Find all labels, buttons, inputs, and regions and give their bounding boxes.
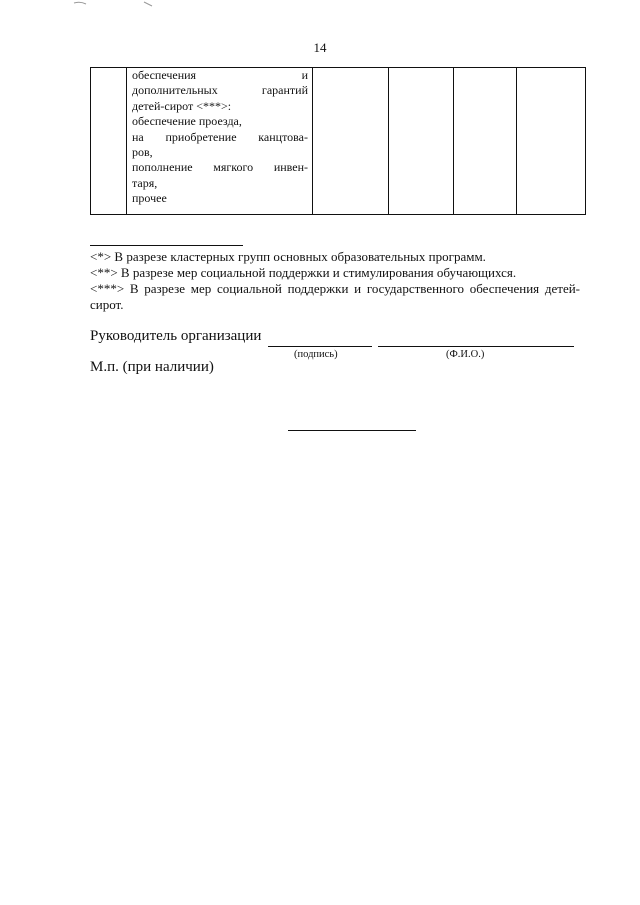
end-of-document-rule [288,430,416,431]
head-of-organization-label: Руководитель организации [90,328,262,344]
item-line: на приобретение канцтова- [132,129,308,144]
table-continuation [90,67,586,215]
table-cell-item-name [127,68,313,215]
item-line: таря, [132,175,158,190]
table-cell-number [91,68,127,215]
table-cell-value [517,68,586,215]
table-cell-value [389,68,454,215]
page-number: 14 [313,40,327,55]
item-line: дополнительных гарантий [132,83,308,98]
item-line: детей-сирот <***>: [132,98,232,113]
scan-artifact-mark [72,0,172,8]
table-row [91,68,586,215]
item-line: ров, [132,145,153,160]
signature-caption: (подпись) [294,349,338,360]
signature-line [268,346,372,347]
seal-label: М.п. (при наличии) [90,359,214,375]
footnote-separator [90,245,243,246]
item-line: обеспечение проезда, [132,114,242,129]
footnotes [90,249,580,313]
footnote: <*> В разрезе кластерных групп основных образовательных программ. [90,249,486,264]
footnote: <***> В разрезе мер социальной поддержки и государственного обеспечения детей-сирот. [90,281,580,312]
item-line: прочее [132,191,167,206]
table-cell-value [454,68,517,215]
footnote: <**> В разрезе мер социальной поддержки и стимулирования обучающихся. [90,265,517,280]
item-line: пополнение мягкого инвен- [132,160,308,175]
table-cell-value [313,68,389,215]
item-line: обеспечения и [132,68,308,82]
full-name-line [378,346,574,347]
full-name-caption: (Ф.И.О.) [446,349,485,360]
